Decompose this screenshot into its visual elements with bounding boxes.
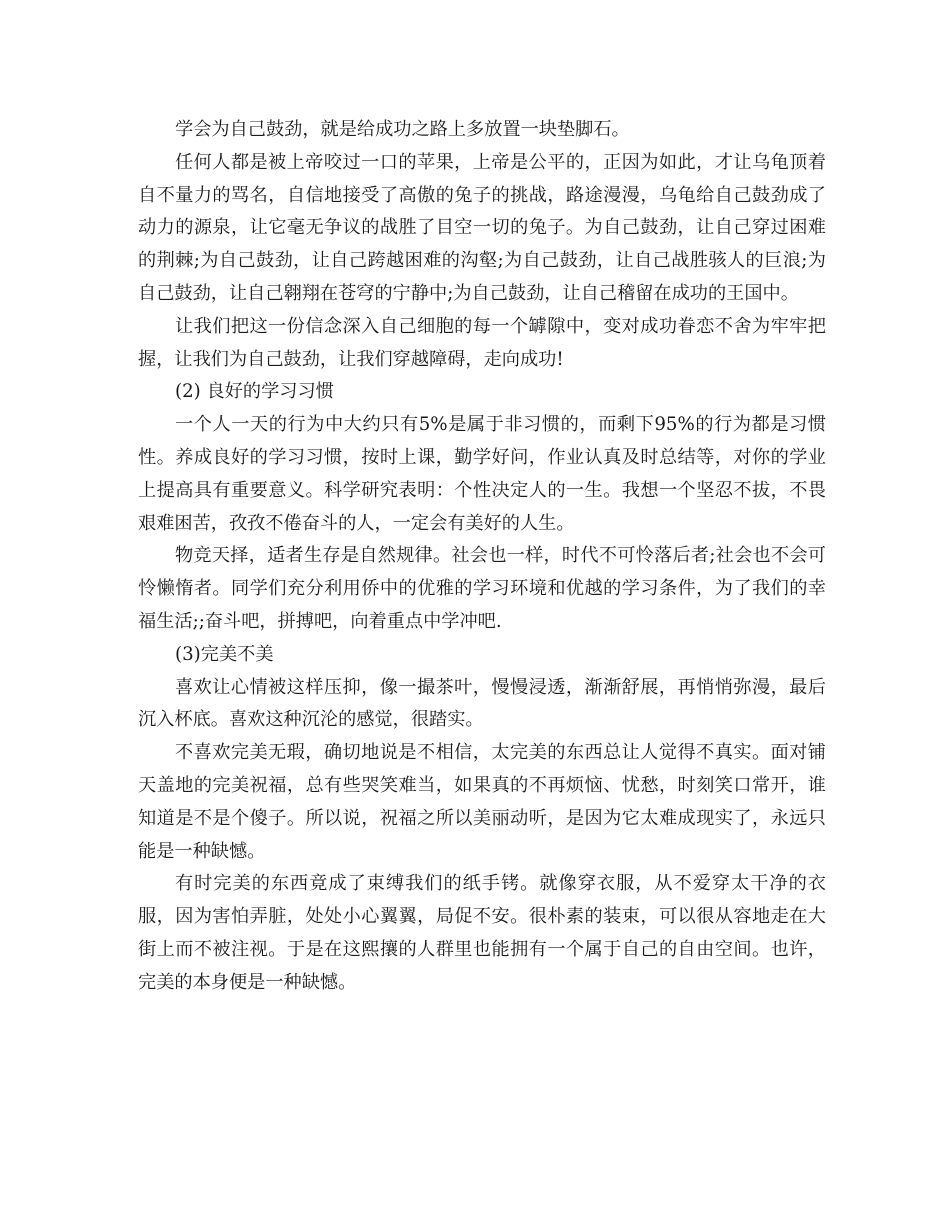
paragraph-tortoise-story: 任何人都是被上帝咬过一口的苹果，上帝是公平的，正因为如此，才让乌龟顶着自不量力的骂名，自信地接受了高傲的兔子的挑战，路途漫漫，乌龟给自己鼓劲成了动力的源泉，让它毫无争议的战胜了目空一切的兔子。为自己鼓劲，让自己穿过困难的荆棘;为自己鼓劲，让自己跨越困难的沟壑;为自己鼓劲，让自己战胜骇人的巨浪;为自己鼓劲，让自己翱翔在苍穹的宁静中;为自己鼓劲，让自己稽留在成功的王国中。 [138,151,826,304]
paragraph-belief: 让我们把这一份信念深入自己细胞的每一个罅隙中，变对成功眷恋不舍为牢牢把握，让我们为自己鼓劲，让我们穿越障碍，走向成功! [138,315,826,370]
paragraph-natural-selection: 物竞天择，适者生存是自然规律。社会也一样，时代不可怜落后者;社会也不会可怜懒惰者。同学们充分利用侨中的优雅的学习环境和优越的学习条件，为了我们的幸福生活;;奋斗吧，拼搏吧，向着重点中学冲吧. [138,545,826,632]
section-heading-imperfect: (3)完美不美 [175,643,274,665]
paragraph-habits: 一个人一天的行为中大约只有5%是属于非习惯的，而剩下95%的行为都是习惯性。养成良好的学习习惯，按时上课，勤学好问，作业认真及时总结等，对你的学业上提高具有重要意义。科学研究表明：个性决定人的一生。我想一个坚忍不拔，不畏艰难困苦，孜孜不倦奋斗的人，一定会有美好的人生。 [138,414,826,534]
paragraph-paper-handcuffs: 有时完美的东西竟成了束缚我们的纸手铐。就像穿衣服，从不爱穿太干净的衣服，因为害怕弄脏，处处小心翼翼，局促不安。很朴素的装束，可以很从容地走在大街上而不被注视。于是在这熙攘的人群里也能拥有一个属于自己的自由空间。也许，完美的本身便是一种缺憾。 [138,873,826,993]
document-body [138,114,826,1000]
section-heading-study-habits: (2) 良好的学习习惯 [175,381,334,403]
paragraph-perfect-blessing: 不喜欢完美无瑕，确切地说是不相信，太完美的东西总让人觉得不真实。面对铺天盖地的完美祝福，总有些哭笑难当，如果真的不再烦恼、忧愁，时刻笑口常开，谁知道是不是个傻子。所以说，祝福之所以美丽动听，是因为它太难成现实了，永远只能是一种缺憾。 [138,742,826,862]
paragraph-tea-metaphor: 喜欢让心情被这样压抑，像一撮茶叶，慢慢浸透，渐渐舒展，再悄悄弥漫，最后沉入杯底。喜欢这种沉沦的感觉，很踏实。 [138,676,826,731]
paragraph-encouragement-intro: 学会为自己鼓劲，就是给成功之路上多放置一块垫脚石。 [175,119,630,140]
